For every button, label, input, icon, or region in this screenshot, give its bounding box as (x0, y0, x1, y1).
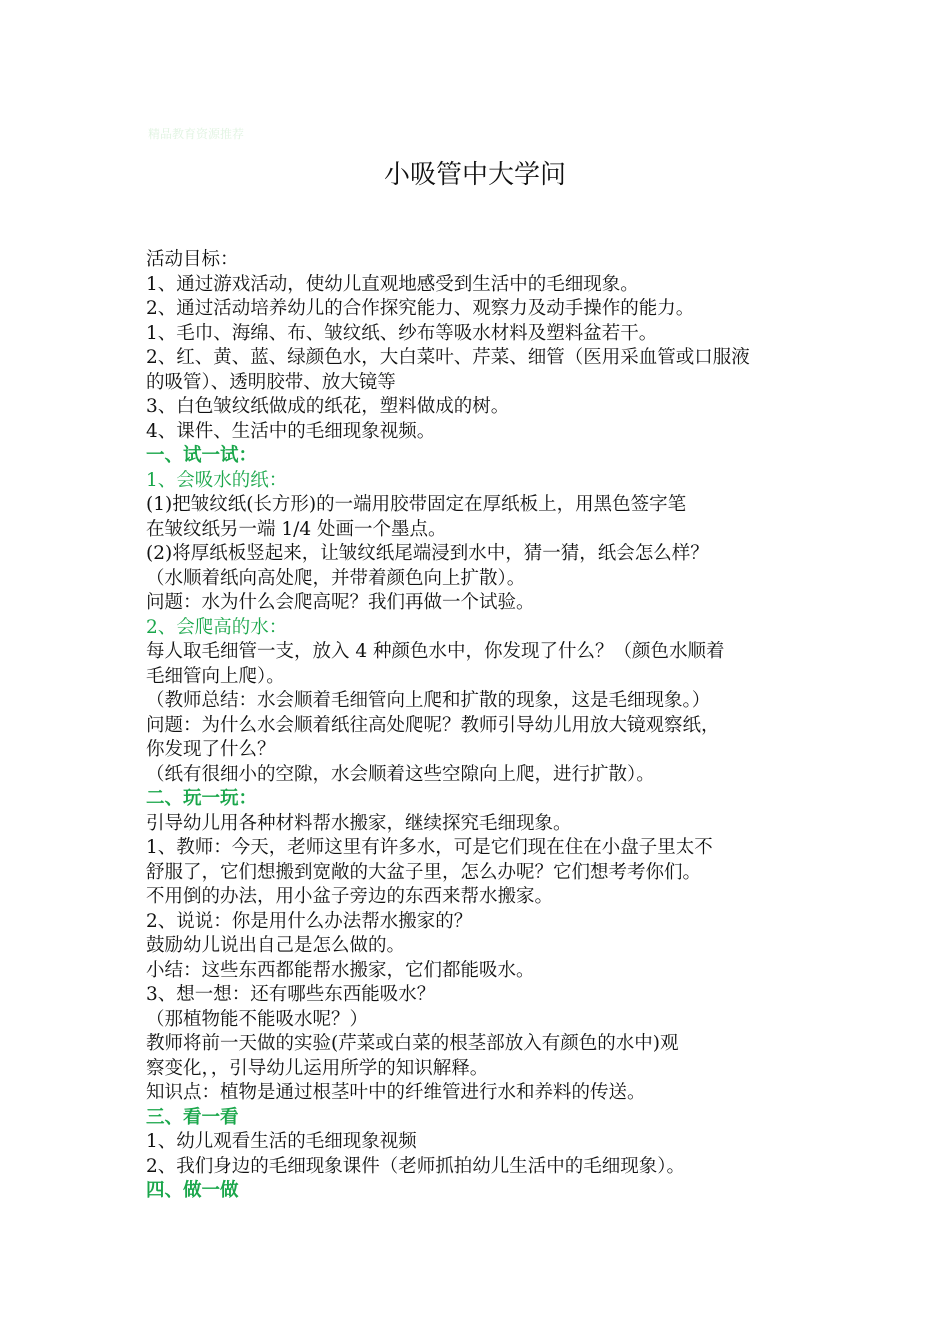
body-line: 鼓励幼儿说出自己是怎么做的。 (146, 935, 406, 956)
body-line: 每人取毛细管一支，放入 4 种颜色水中，你发现了什么？（颜色水顺着 (146, 641, 725, 662)
body-line: 1、幼儿观看生活的毛细现象视频 (146, 1131, 417, 1152)
body-line: 3、想一想：还有哪些东西能吸水？ (146, 984, 436, 1005)
body-line: 小结：这些东西都能帮水搬家，它们都能吸水。 (146, 959, 535, 981)
body-line: 在皱纹纸另一端 1/4 处画一个墨点。 (146, 518, 447, 540)
body-line: 3、白色皱纹纸做成的纸花，塑料做成的树。 (146, 396, 510, 417)
body-line: 你发现了什么？ (146, 739, 276, 760)
section-heading: 三、看一看 (146, 1106, 239, 1128)
section-heading: 一、试一试： (146, 445, 258, 466)
body-line: 问题：为什么水会顺着纸往高处爬呢？教师引导幼儿用放大镜观察纸， (146, 714, 720, 736)
body-line: （教师总结：水会顺着毛细管向上爬和扩散的现象，这是毛细现象。） (146, 690, 711, 711)
header-watermark: 精品教育资源推荐 (148, 127, 245, 141)
body-line: 1、教师：今天，老师这里有许多水，可是它们现在住在小盘子里太不 (146, 837, 713, 858)
body-line: 毛细管向上爬）。 (146, 665, 285, 687)
body-line: 2、红、黄、蓝、绿颜色水，大白菜叶、芹菜、细管（医用采血管或口服液 (146, 347, 750, 368)
body-line: (1)把皱纹纸(长方形)的一端用胶带固定在厚纸板上，用黑色签字笔 (146, 494, 687, 515)
document-body (146, 248, 826, 1204)
subsection-heading: 1、会吸水的纸： (146, 469, 288, 491)
body-line: 知识点：植物是通过根茎叶中的纤维管进行水和养料的传送。 (146, 1082, 646, 1103)
body-line: 活动目标： (146, 249, 239, 270)
body-line: 的吸管）、透明胶带、放大镜等 (146, 371, 396, 393)
body-line: 2、说说：你是用什么办法帮水搬家的？ (146, 910, 473, 932)
body-line: 4、课件、生活中的毛细现象视频。 (146, 420, 436, 442)
body-line: 察变化，，引导幼儿运用所学的知识解释。 (146, 1057, 489, 1079)
body-line: (2)将厚纸板竖起来，让皱纹纸尾端浸到水中，猜一猜，纸会怎么样？ (146, 543, 709, 564)
subsection-heading: 2、会爬高的水： (146, 616, 288, 638)
body-line: （水顺着纸向高处爬，并带着颜色向上扩散）。 (146, 567, 526, 589)
section-heading: 二、玩一玩： (146, 788, 258, 809)
body-line: 2、我们身边的毛细现象课件（老师抓拍幼儿生活中的毛细现象）。 (146, 1155, 686, 1177)
body-line: 舒服了，它们想搬到宽敞的大盆子里，怎么办呢？它们想考考你们。 (146, 861, 702, 883)
body-line: 教师将前一天做的实验(芹菜或白菜的根茎部放入有颜色的水中)观 (146, 1033, 679, 1054)
body-line: （那植物能不能吸水呢？） (146, 1008, 369, 1030)
body-line: 1、通过游戏活动，使幼儿直观地感受到生活中的毛细现象。 (146, 273, 639, 295)
body-line: 不用倒的办法，用小盆子旁边的东西来帮水搬家。 (146, 886, 554, 907)
document-title: 小吸管中大学问 (383, 160, 566, 190)
body-line: 2、通过活动培养幼儿的合作探究能力、观察力及动手操作的能力。 (146, 298, 695, 319)
body-line: 引导幼儿用各种材料帮水搬家，继续探究毛细现象。 (146, 812, 572, 834)
body-line: 问题：水为什么会爬高呢？我们再做一个试验。 (146, 592, 535, 613)
body-line: （纸有很细小的空隙，水会顺着这些空隙向上爬，进行扩散）。 (146, 763, 655, 785)
body-line: 1、毛巾、海绵、布、皱纹纸、纱布等吸水材料及塑料盆若干。 (146, 322, 658, 344)
section-heading: 四、做一做 (146, 1180, 239, 1201)
